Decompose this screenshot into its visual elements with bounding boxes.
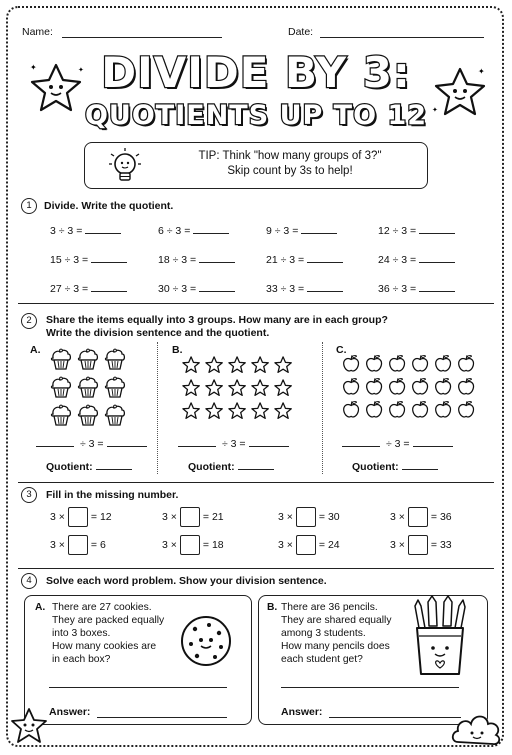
section-divider: [18, 303, 494, 304]
division-sentence: [342, 437, 453, 450]
division-problem: [378, 224, 455, 237]
star-icon: [274, 379, 294, 399]
star-icon: [228, 356, 248, 376]
apple-icon: [457, 400, 477, 420]
tip-line-1: TIP: Think "how many groups of 3?": [198, 150, 382, 162]
svg-text:✦: ✦: [432, 107, 438, 114]
missing-number-problem: [390, 507, 452, 527]
apple-icon: [388, 354, 408, 374]
section-3-title: Fill in the missing number.: [46, 489, 179, 501]
product-text: = 36: [430, 511, 452, 523]
problem-line: in each box?: [52, 654, 111, 665]
division-text: ÷ 3 =: [222, 438, 246, 450]
section-divider: [18, 568, 494, 569]
missing-number-box[interactable]: [68, 507, 88, 527]
smiling-star-icon: [28, 62, 84, 114]
answer-label: Answer:: [281, 706, 323, 718]
section-divider: [18, 482, 494, 483]
division-problem: [158, 282, 235, 295]
apple-icon: [388, 377, 408, 397]
division-problem: [378, 253, 455, 266]
product-text: = 33: [430, 539, 452, 551]
cupcake-icon: [77, 349, 99, 371]
word-problem-label: B.: [267, 602, 278, 613]
quotient-answer-blank[interactable]: [238, 460, 274, 470]
cupcake-icon: [50, 377, 72, 399]
answer-blank[interactable]: [91, 253, 127, 263]
factor-text: 3 ×: [162, 539, 177, 551]
apple-icon: [388, 400, 408, 420]
problem-text: 21 ÷ 3 =: [266, 254, 305, 266]
svg-text:✦: ✦: [78, 67, 84, 74]
apple-icon: [365, 354, 385, 374]
word-problem-text: [52, 601, 164, 666]
apple-icon: [365, 377, 385, 397]
quotient-label: Quotient:: [188, 461, 235, 473]
dividend-blank[interactable]: [342, 437, 380, 447]
apple-icon: [434, 377, 454, 397]
problem-line: There are 36 pencils.: [281, 602, 378, 613]
apple-icon: [434, 400, 454, 420]
division-problem: [158, 224, 229, 237]
word-problem-a: [24, 595, 252, 725]
problem-text: 3 ÷ 3 =: [50, 225, 83, 237]
apple-icon: [342, 377, 362, 397]
apple-icon: [342, 400, 362, 420]
answer-line-b[interactable]: [329, 717, 461, 718]
quotient-answer-blank[interactable]: [402, 460, 438, 470]
division-problem: [266, 253, 343, 266]
word-problem-b: [258, 595, 488, 725]
svg-text:✦: ✦: [30, 63, 37, 72]
quotient-row: [352, 460, 438, 473]
problem-text: 9 ÷ 3 =: [266, 225, 299, 237]
section-1-number: 1: [21, 198, 37, 214]
smiling-cloud-icon: [450, 708, 504, 748]
lightbulb-icon: [105, 146, 145, 186]
star-icon: [182, 356, 202, 376]
missing-number-box[interactable]: [296, 507, 316, 527]
apple-icon: [411, 377, 431, 397]
missing-number-problem: [50, 535, 106, 555]
division-problem: [266, 224, 337, 237]
problem-line: They are packed equally: [52, 615, 165, 626]
word-problem-label: A.: [35, 602, 46, 613]
problem-line: There are 27 cookies.: [52, 602, 152, 613]
star-icon: [205, 402, 225, 422]
tip-line-2: Skip count by 3s to help!: [227, 165, 353, 177]
star-icon: [251, 402, 271, 422]
cookie-icon: [179, 614, 233, 668]
quotient-answer-blank[interactable]: [96, 460, 132, 470]
apple-icon: [411, 400, 431, 420]
division-problem: [50, 253, 127, 266]
missing-number-problem: [390, 535, 452, 555]
star-icon: [251, 379, 271, 399]
problem-text: 18 ÷ 3 =: [158, 254, 197, 266]
division-problem: [378, 282, 455, 295]
division-text: ÷ 3 =: [386, 438, 410, 450]
quotient-blank[interactable]: [249, 437, 289, 447]
pencil-cup-icon: [409, 598, 471, 678]
apple-icon: [457, 354, 477, 374]
problem-line: They are shared equally: [281, 615, 392, 626]
star-icon: [182, 402, 202, 422]
smiling-star-icon: [8, 706, 50, 746]
product-text: = 21: [202, 511, 224, 523]
product-text: = 18: [202, 539, 224, 551]
product-text: = 24: [318, 539, 340, 551]
division-problem: [50, 282, 127, 295]
section-2-title-line-1: Share the items equally into 3 groups. How many are in each group?: [46, 314, 388, 326]
star-icon: [251, 356, 271, 376]
answer-blank[interactable]: [307, 282, 343, 292]
quotient-blank[interactable]: [107, 437, 147, 447]
factor-text: 3 ×: [50, 539, 65, 551]
name-label: Name:: [22, 26, 53, 38]
section-2-title-line-2: Write the division sentence and the quotient.: [46, 327, 270, 339]
apple-icon: [342, 354, 362, 374]
factor-text: 3 ×: [162, 511, 177, 523]
section-3-number: 3: [21, 487, 37, 503]
answer-blank[interactable]: [419, 282, 455, 292]
division-sentence: [36, 437, 147, 450]
factor-text: 3 ×: [50, 511, 65, 523]
smiling-star-icon: [432, 66, 488, 118]
missing-number-box[interactable]: [408, 535, 428, 555]
factor-text: 3 ×: [390, 539, 405, 551]
division-text: ÷ 3 =: [80, 438, 104, 450]
star-icon: [205, 356, 225, 376]
cupcake-icon: [104, 349, 126, 371]
problem-line: How many cookies are: [52, 641, 157, 652]
dividend-blank[interactable]: [36, 437, 74, 447]
missing-number-problem: [50, 507, 112, 527]
missing-number-box[interactable]: [180, 535, 200, 555]
answer-blank[interactable]: [85, 224, 121, 234]
answer-label: Answer:: [49, 706, 91, 718]
missing-number-box[interactable]: [296, 535, 316, 555]
division-sentence: [178, 437, 289, 450]
word-problem-text: [281, 601, 391, 666]
factor-text: 3 ×: [278, 539, 293, 551]
problem-text: 15 ÷ 3 =: [50, 254, 89, 266]
star-icon: [228, 402, 248, 422]
answer-blank[interactable]: [307, 253, 343, 263]
page-title: DIVIDE BY 3:: [101, 48, 411, 97]
svg-text:✦: ✦: [478, 67, 485, 76]
column-separator: [157, 342, 158, 474]
answer-blank[interactable]: [193, 224, 229, 234]
section-1-title: Divide. Write the quotient.: [44, 200, 174, 212]
apple-icon: [411, 354, 431, 374]
factor-text: 3 ×: [390, 511, 405, 523]
problem-text: 12 ÷ 3 =: [378, 225, 417, 237]
work-line[interactable]: [281, 687, 459, 688]
apple-icon: [434, 354, 454, 374]
page-subtitle: QUOTIENTS UP TO 12: [84, 100, 428, 131]
problem-text: 30 ÷ 3 =: [158, 283, 197, 295]
problem-text: 24 ÷ 3 =: [378, 254, 417, 266]
section-4-title: Solve each word problem. Show your division sentence.: [46, 575, 327, 587]
division-problem: [158, 253, 235, 266]
star-icon: [274, 402, 294, 422]
cupcake-icon: [77, 377, 99, 399]
section-4-number: 4: [21, 573, 37, 589]
work-line[interactable]: [49, 687, 227, 688]
cupcake-icon: [77, 405, 99, 427]
problem-line: each student get?: [281, 654, 363, 665]
missing-number-problem: [278, 535, 340, 555]
dividend-blank[interactable]: [178, 437, 216, 447]
problem-line: How many pencils does: [281, 641, 390, 652]
product-text: = 6: [90, 539, 106, 551]
missing-number-box[interactable]: [180, 507, 200, 527]
cupcake-icon: [104, 377, 126, 399]
problem-line: into 3 boxes.: [52, 628, 111, 639]
panel-label: A.: [30, 344, 41, 356]
answer-blank[interactable]: [419, 253, 455, 263]
quotient-row: [188, 460, 274, 473]
answer-line-a[interactable]: [97, 717, 227, 718]
apple-icon: [457, 377, 477, 397]
date-input-line[interactable]: [320, 37, 484, 38]
column-separator: [322, 342, 323, 474]
quotient-row: [46, 460, 132, 473]
division-problem: [266, 282, 343, 295]
missing-number-box[interactable]: [408, 507, 428, 527]
quotient-label: Quotient:: [46, 461, 93, 473]
cupcake-icon: [104, 405, 126, 427]
panel-label: B.: [172, 344, 183, 356]
answer-blank[interactable]: [419, 224, 455, 234]
missing-number-box[interactable]: [68, 535, 88, 555]
star-icon: [274, 356, 294, 376]
panel-label: C.: [336, 344, 347, 356]
answer-blank[interactable]: [199, 282, 235, 292]
product-text: = 30: [318, 511, 340, 523]
cupcake-icon: [50, 349, 72, 371]
answer-blank[interactable]: [91, 282, 127, 292]
division-problem: [50, 224, 121, 237]
tip-box: [84, 142, 428, 189]
missing-number-problem: [278, 507, 340, 527]
product-text: = 12: [90, 511, 112, 523]
problem-line: among 3 students.: [281, 628, 366, 639]
missing-number-problem: [162, 535, 224, 555]
star-icon: [205, 379, 225, 399]
answer-blank[interactable]: [301, 224, 337, 234]
problem-text: 33 ÷ 3 =: [266, 283, 305, 295]
star-icon: [228, 379, 248, 399]
name-input-line[interactable]: [62, 37, 222, 38]
answer-blank[interactable]: [199, 253, 235, 263]
apple-icon: [365, 400, 385, 420]
date-label: Date:: [288, 26, 314, 38]
star-icon: [182, 379, 202, 399]
problem-text: 6 ÷ 3 =: [158, 225, 191, 237]
problem-text: 36 ÷ 3 =: [378, 283, 417, 295]
factor-text: 3 ×: [278, 511, 293, 523]
problem-text: 27 ÷ 3 =: [50, 283, 89, 295]
cupcake-icon: [50, 405, 72, 427]
quotient-label: Quotient:: [352, 461, 399, 473]
quotient-blank[interactable]: [413, 437, 453, 447]
section-2-number: 2: [21, 313, 37, 329]
missing-number-problem: [162, 507, 224, 527]
